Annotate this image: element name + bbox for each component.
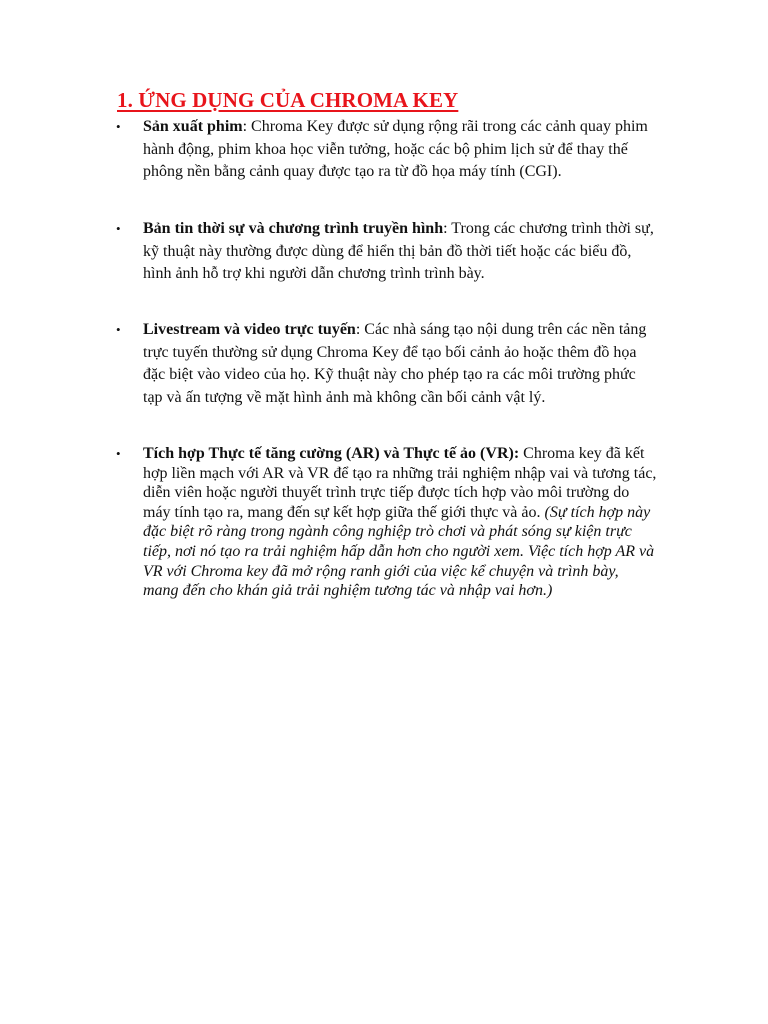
item-separator: : [443,220,448,237]
list-item [116,319,658,409]
item-separator: : [242,118,248,135]
item-title: Bản tin thời sự và chương trình truyền hình [143,220,444,237]
section-heading: 1. ỨNG DỤNG CỦA CHROMA KEY [117,88,459,112]
item-separator: : [355,321,361,338]
item-title: Sản xuất phim [143,118,243,135]
item-italic-note: (Sự tích hợp này đặc biệt rõ ràng trong ngành công nghiệp trò chơi và phát sóng sự kiện trực tiếp, nơi nó tạo ra trải nghiệm hấp dẫn hơn cho người xem. Việc tích hợp AR và VR với Chroma key đã mở rộng ranh giới của việc kể chuyện và trình bày, mang đến cho khán giả trải nghiệm tương tác và nhập vai hơn.) [143,503,655,600]
list-item [116,444,658,601]
bullet-icon: • [116,446,121,461]
item-title: Livestream và video trực tuyến [143,321,356,338]
item-title: Tích hợp Thực tế tăng cường (AR) và Thực tế ảo (VR): [143,445,520,462]
bullet-icon: • [116,221,121,236]
item-text: Chroma Key được sử dụng rộng rãi trong các cảnh quay phim hành động, phim khoa học viễn tưởng, hoặc các bộ phim lịch sử để thay thế phông nền bằng cảnh quay được tạo ra từ đồ họa máy tính (CGI). [143,118,648,181]
list-item [116,218,658,286]
item-text: Trong các chương trình thời sự, kỹ thuật này thường được dùng để hiển thị bản đồ thời tiết hoặc các biểu đồ, hình ảnh hỗ trợ khi người dẫn chương trình trình bày. [143,220,654,283]
item-text: Chroma key đã kết hợp liền mạch với AR và VR để tạo ra những trải nghiệm nhập vai và tương tác, diễn viên hoặc người thuyết trình trực tiếp được tích hợp vào môi trường do máy tính tạo ra, mang đến sự kết hợp giữa thế giới thực và ảo. [143,445,657,521]
bullet-icon: • [116,322,121,337]
bullet-icon: • [116,119,121,134]
list-item [116,116,658,184]
item-text: Các nhà sáng tạo nội dung trên các nền tảng trực tuyến thường sử dụng Chroma Key để tạo bối cảnh ảo hoặc thêm đồ họa đặc biệt vào video của họ. Kỹ thuật này cho phép tạo ra các môi trường phức tạp và ấn tượng về mặt hình ảnh mà không cần bối cảnh vật lý. [143,321,647,406]
